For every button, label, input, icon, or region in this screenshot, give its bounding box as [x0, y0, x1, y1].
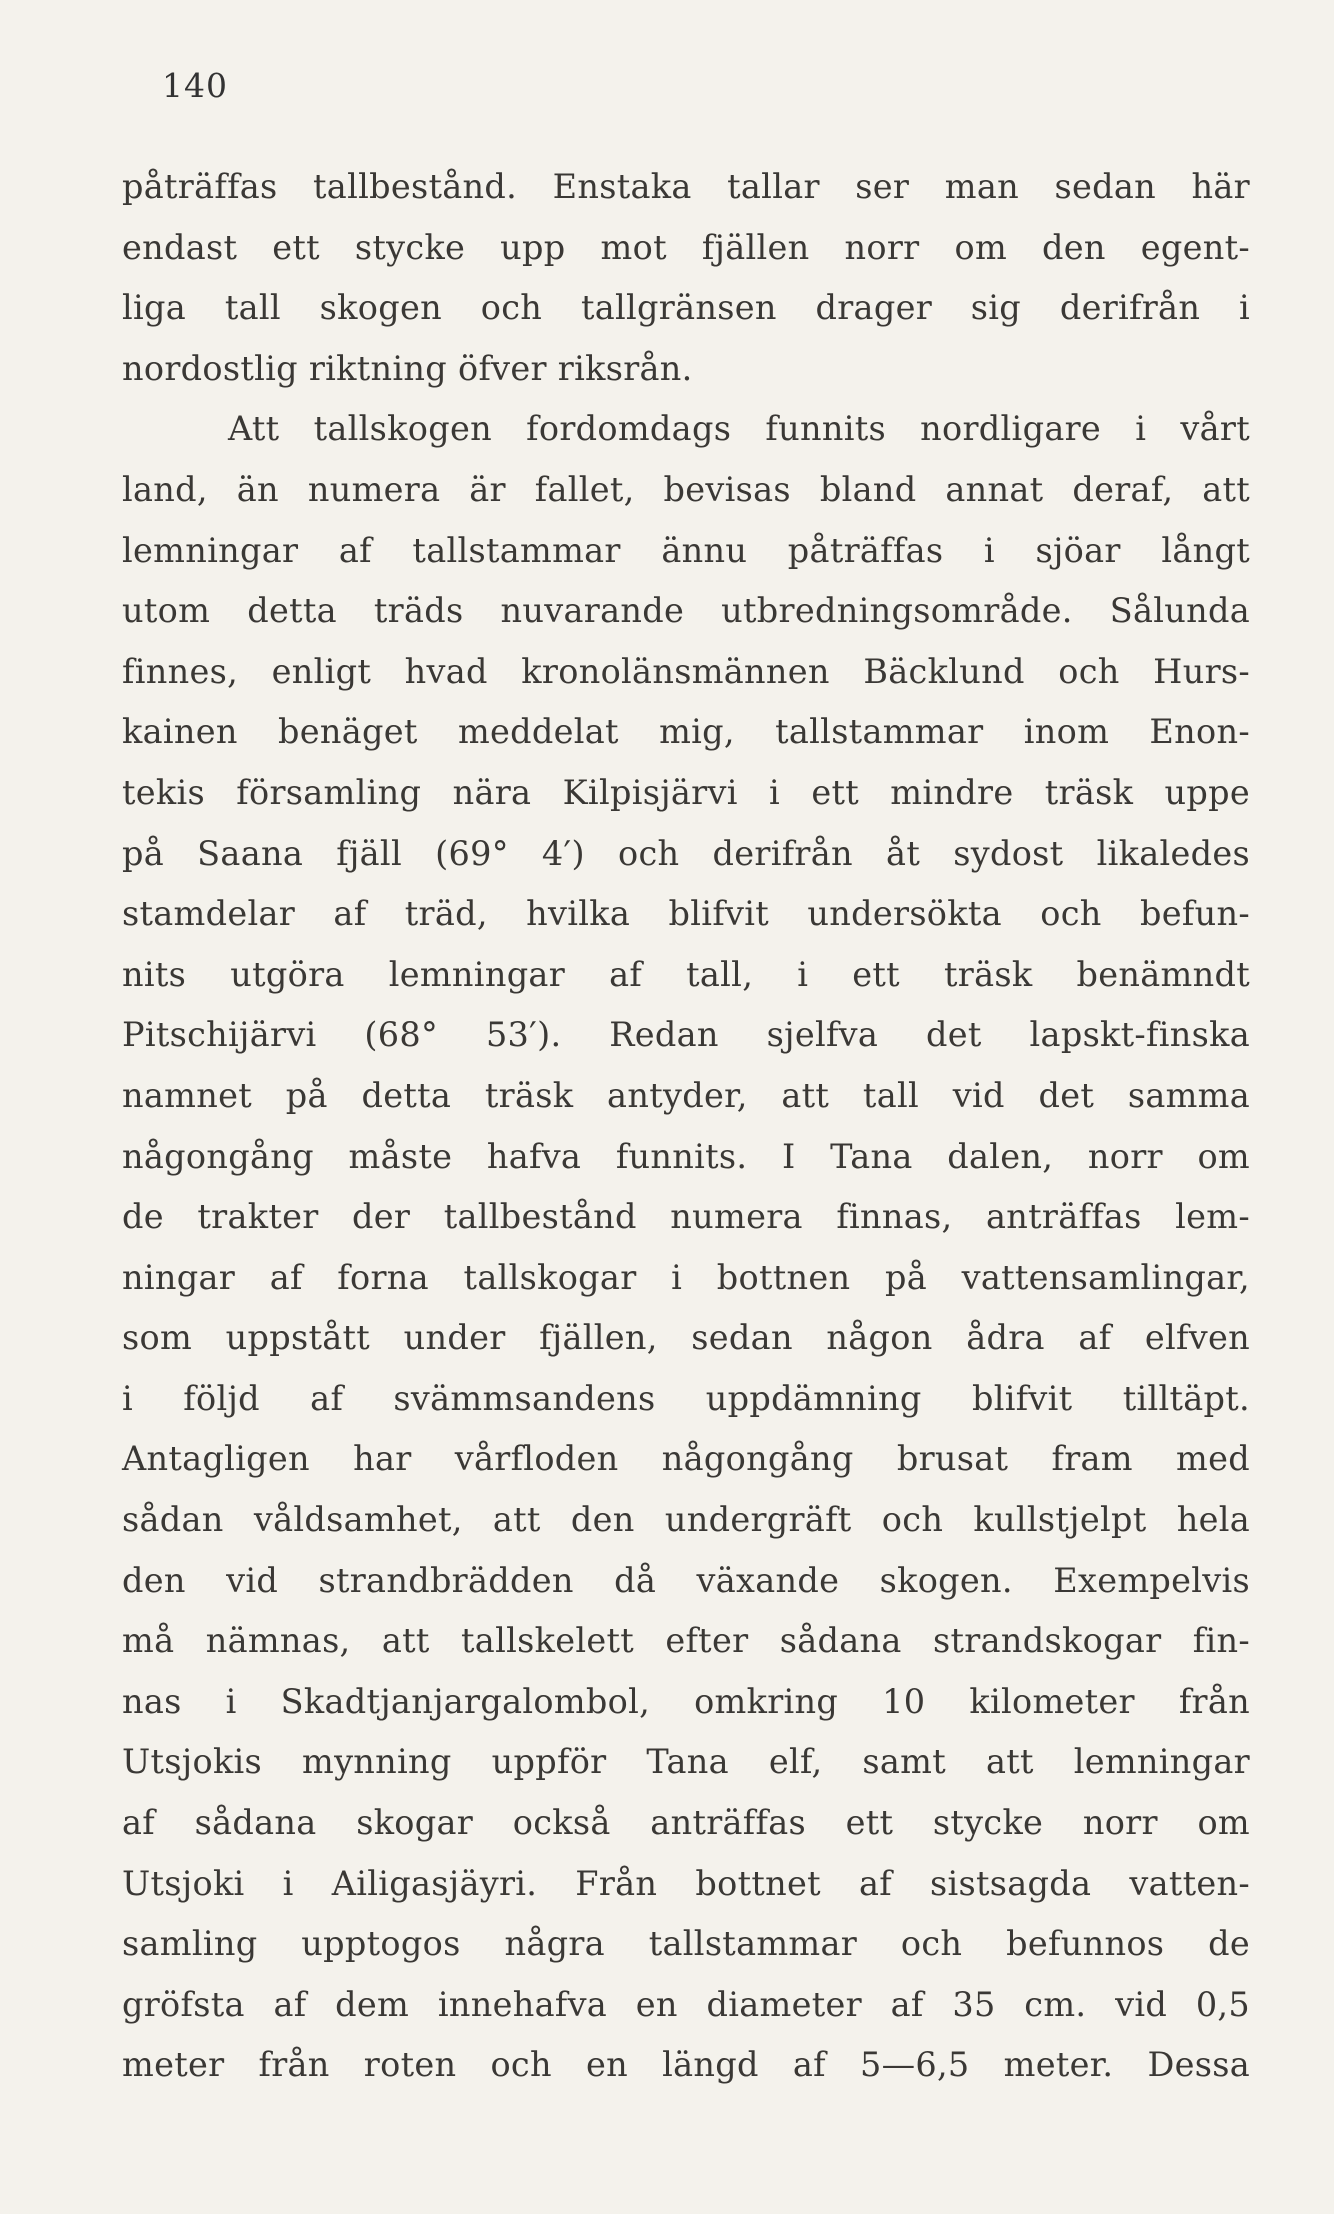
text-line: i följd af svämmsandens uppdämning blifvit tilltäpt. — [122, 1378, 1250, 1418]
text-line: finnes, enligt hvad kronolänsmännen Bäcklund och Hurs- — [122, 651, 1250, 691]
text-line: sådan våldsamhet, att den undergräft och kullstjelpt hela — [122, 1500, 1250, 1540]
text-line: Antagligen har vårfloden någongång brusat fram med — [122, 1439, 1250, 1479]
text-line: land, än numera är fallet, bevisas bland annat deraf, att — [122, 469, 1250, 509]
text-line: Pitschijärvi (68° 53′). Redan sjelfva det lapskt-finska — [122, 1015, 1250, 1055]
text-line: liga tall skogen och tallgränsen drager sig derifrån i — [122, 288, 1250, 328]
text-line: Att tallskogen fordomdags funnits nordligare i vårt — [228, 409, 1250, 449]
text-line: som uppstått under fjällen, sedan någon ådra af elfven — [122, 1318, 1250, 1358]
text-line: stamdelar af träd, hvilka blifvit undersökta och befun- — [122, 894, 1250, 934]
text-line: ningar af forna tallskogar i bottnen på vattensamlingar, — [122, 1257, 1250, 1297]
text-line: på Saana fjäll (69° 4′) och derifrån åt sydost likaledes — [122, 833, 1250, 873]
text-line: nordostlig riktning öfver riksrån. — [122, 348, 693, 388]
text-line: Utsjokis mynning uppför Tana elf, samt att lemningar — [122, 1742, 1250, 1782]
text-line: kainen benäget meddelat mig, tallstammar inom Enon- — [122, 712, 1250, 752]
text-line: den vid strandbrädden då växande skogen. Exempelvis — [122, 1560, 1250, 1600]
text-line: endast ett stycke upp mot fjällen norr om den egent- — [122, 227, 1250, 267]
text-line: nas i Skadtjanjargalombol, omkring 10 kilometer från — [122, 1681, 1250, 1721]
text-line: någongång måste hafva funnits. I Tana dalen, norr om — [122, 1136, 1250, 1176]
text-line: må nämnas, att tallskelett efter sådana strandskogar fin- — [122, 1621, 1250, 1661]
text-line: utom detta träds nuvarande utbredningsområde. Sålunda — [122, 591, 1250, 631]
text-line: gröfsta af dem innehafva en diameter af 35 cm. vid 0,5 — [122, 1984, 1250, 2024]
text-line: lemningar af tallstammar ännu påträffas i sjöar långt — [122, 530, 1250, 570]
text-line: Utsjoki i Ailigasjäyri. Från bottnet af sistsagda vatten- — [122, 1863, 1250, 1903]
page-number: 140 — [162, 66, 228, 105]
text-line: de trakter der tallbestånd numera finnas, anträffas lem- — [122, 1197, 1250, 1237]
text-line: af sådana skogar också anträffas ett stycke norr om — [122, 1803, 1250, 1843]
text-line: påträffas tallbestånd. Enstaka tallar ser man sedan här — [122, 167, 1250, 206]
text-line: tekis församling nära Kilpisjärvi i ett mindre träsk uppe — [122, 772, 1250, 812]
text-line: nits utgöra lemningar af tall, i ett träsk benämndt — [122, 954, 1250, 994]
text-line: samling upptogos några tallstammar och befunnos de — [122, 1924, 1250, 1964]
body-text — [122, 157, 1250, 2096]
text-line: meter från roten och en längd af 5—6,5 meter. Dessa — [122, 2045, 1250, 2085]
text-line: namnet på detta träsk antyder, att tall vid det samma — [122, 1075, 1250, 1115]
